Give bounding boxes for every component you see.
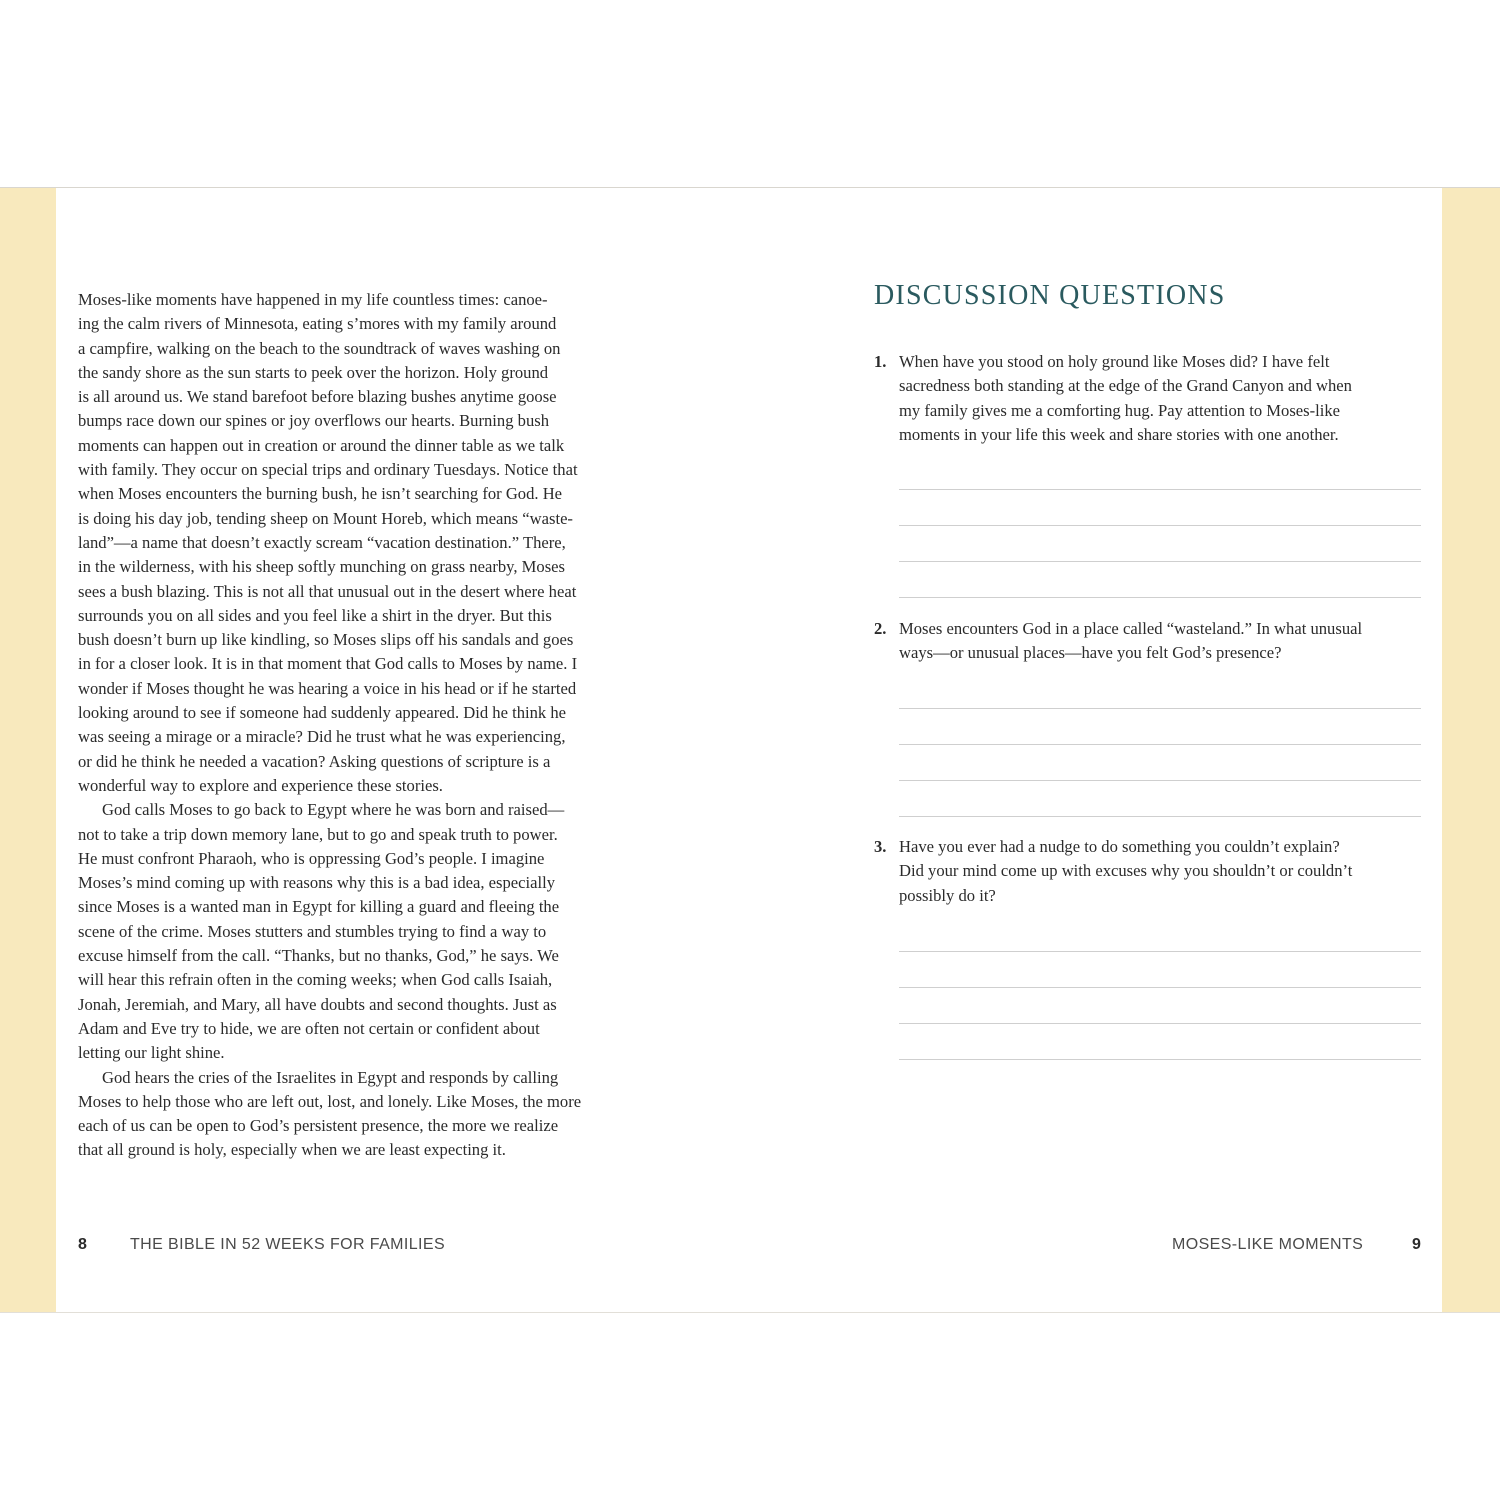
question-1 [874,350,1422,447]
text-line: sacredness both standing at the edge of the Grand Canyon and when [899,376,1352,396]
answer-lines-3[interactable] [899,951,1421,1095]
text-line: Moses’s mind coming up with reasons why this is a bad idea, especially [78,873,555,893]
question-text [899,617,1422,666]
answer-line[interactable] [899,1059,1421,1060]
question-3 [874,835,1422,908]
text-line: with family. They occur on special trips and ordinary Tuesdays. Notice that [78,460,578,480]
answer-line[interactable] [899,525,1421,526]
text-line: God hears the cries of the Israelites in Egypt and responds by calling [102,1067,559,1087]
text-line: scene of the crime. Moses stutters and stumbles trying to find a way to [78,921,547,941]
text-line: looking around to see if someone had suddenly appeared. Did he think he [78,703,567,723]
answer-line[interactable] [899,816,1421,817]
text-line: a campfire, walking on the beach to the soundtrack of waves washing on [78,338,561,358]
answer-line[interactable] [899,597,1421,598]
text-line: Moses-like moments have happened in my life countless times: canoe- [78,290,548,309]
text-line: bumps race down our spines or joy overflows our hearts. Burning bush [78,411,550,431]
text-line: letting our light shine. [78,1043,225,1063]
text-line: wonder if Moses thought he was hearing a voice in his head or if he started [78,678,577,698]
text-line: sees a bush blazing. This is not all that unusual out in the desert where heat [78,581,577,601]
text-line: is all around us. We stand barefoot before blazing bushes anytime goose [78,387,557,407]
text-line: surrounds you on all sides and you feel like a shirt in the dryer. But this [78,605,552,625]
question-number: 3. [874,837,887,856]
text-line: Adam and Eve try to hide, we are often not certain or confident about [78,1018,540,1038]
text-line: each of us can be open to God’s persistent presence, the more we realize [78,1116,559,1136]
text-line: moments in your life this week and share stories with one another. [899,424,1339,444]
text-line: or did he think he needed a vacation? Asking questions of scripture is a [78,751,551,771]
text-line: Moses to help those who are left out, lost, and lonely. Like Moses, the more [78,1091,582,1111]
text-line: since Moses is a wanted man in Egypt for killing a guard and fleeing the [78,897,560,917]
text-line: that all ground is holy, especially when we are least expecting it. [78,1140,506,1160]
text-line: He must confront Pharaoh, who is oppressing God’s people. I imagine [78,848,545,868]
text-line: Did your mind come up with excuses why you shouldn’t or couldn’t [899,861,1353,881]
answer-lines-2[interactable] [899,708,1421,852]
text-line: is doing his day job, tending sheep on Mount Horeb, which means “waste- [78,508,573,528]
body-text [78,288,638,1163]
question-2 [874,617,1422,666]
text-line: God calls Moses to go back to Egypt where he was born and raised— [102,800,565,820]
text-line: was seeing a mirage or a miracle? Did he trust what he was experiencing, [78,727,566,747]
text-line: possibly do it? [899,885,996,905]
page-number-left: 8 [78,1236,88,1253]
answer-line[interactable] [899,708,1421,709]
text-line: When have you stood on holy ground like Moses did? I have felt [899,352,1330,371]
text-line: Jonah, Jeremiah, and Mary, all have doubts and second thoughts. Just as [78,994,557,1014]
text-line: moments can happen out in creation or around the dinner table as we talk [78,435,565,455]
text-line: Have you ever had a nudge to do something you couldn’t explain? [899,837,1340,856]
text-line: land”—a name that doesn’t exactly scream “vacation destination.” There, [78,532,566,552]
answer-line[interactable] [899,561,1421,562]
answer-line[interactable] [899,1023,1421,1024]
question-text [899,350,1422,447]
text-line: ways—or unusual places—have you felt God’s presence? [899,643,1282,663]
section-heading: DISCUSSION QUESTIONS [874,280,1226,311]
answer-line[interactable] [899,987,1421,988]
question-text [899,835,1422,908]
question-number: 1. [874,352,887,371]
running-head-left: THE BIBLE IN 52 WEEKS FOR FAMILIES [130,1236,446,1253]
text-line: in for a closer look. It is in that moment that God calls to Moses by name. I [78,654,578,674]
right-page-edge [1442,188,1500,1312]
book-spread [0,187,1500,1313]
paragraph-1 [78,288,638,798]
text-line: my family gives me a comforting hug. Pay attention to Moses-like [899,400,1341,420]
text-line: the sandy shore as the sun starts to peek over the horizon. Holy ground [78,362,549,382]
left-page-edge [0,188,56,1312]
question-number: 2. [874,619,887,638]
answer-line[interactable] [899,951,1421,952]
page-number-right: 9 [1412,1236,1422,1253]
answer-lines-1[interactable] [899,489,1421,633]
text-line: will hear this refrain often in the coming weeks; when God calls Isaiah, [78,970,553,990]
text-line: wonderful way to explore and experience these stories. [78,775,443,795]
paragraph-3 [78,1066,638,1163]
text-line: when Moses encounters the burning bush, he isn’t searching for God. He [78,484,563,504]
answer-line[interactable] [899,489,1421,490]
paragraph-2 [78,798,638,1065]
text-line: excuse himself from the call. “Thanks, but no thanks, God,” he says. We [78,946,559,966]
text-line: ing the calm rivers of Minnesota, eating s’mores with my family around [78,314,557,334]
text-line: not to take a trip down memory lane, but to go and speak truth to power. [78,824,558,844]
left-page [56,188,750,1312]
running-head-right: MOSES-LIKE MOMENTS [1172,1236,1364,1253]
text-line: in the wilderness, with his sheep softly munching on grass nearby, Moses [78,557,565,577]
text-line: Moses encounters God in a place called “wasteland.” In what unusual [899,619,1363,638]
answer-line[interactable] [899,780,1421,781]
answer-line[interactable] [899,744,1421,745]
right-page [750,188,1442,1312]
text-line: bush doesn’t burn up like kindling, so Moses slips off his sandals and goes [78,630,574,650]
